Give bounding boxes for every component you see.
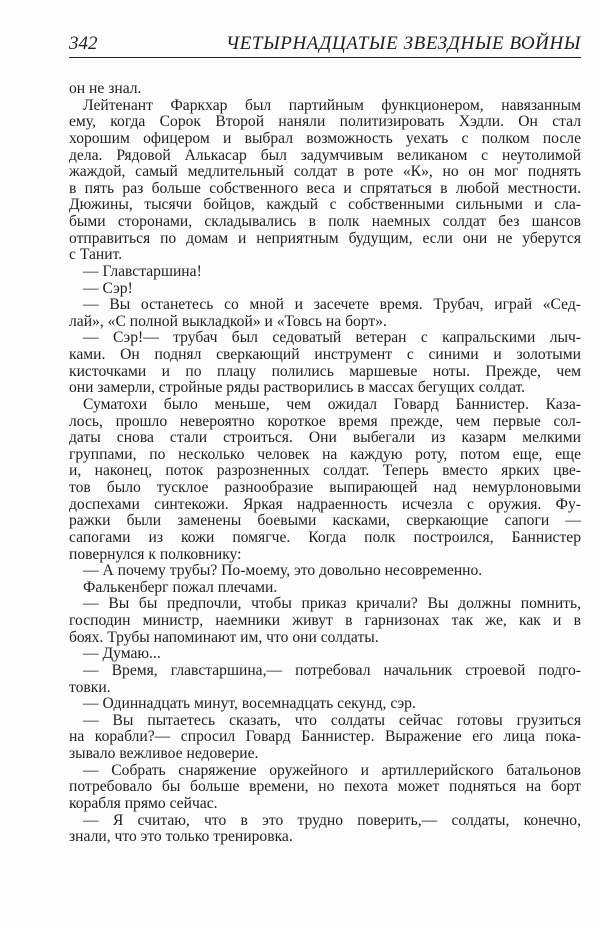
text-line: ему, когда Сорок Второй наняли политизировать Хэдли. Он стал — [69, 113, 581, 131]
paragraph — [69, 264, 581, 281]
paragraph — [69, 580, 581, 597]
text-line: на корабли?— спросил Говард Баннистер. Выражение его лица пока- — [69, 728, 581, 746]
text-line: быми сторонами, складывались в полк наемных солдат без шансов — [69, 213, 581, 230]
paragraph — [69, 646, 581, 663]
text-line: — Вы останетесь со мной и засечете время. Трубач, играй «Сед- — [83, 296, 581, 314]
text-line: отправиться по домам и неприятным будущим, если они не уберутся — [69, 229, 581, 247]
text-line: — Главстаршина! — [83, 262, 202, 280]
paragraph — [69, 813, 581, 846]
paragraph — [69, 397, 581, 563]
paragraph — [69, 98, 581, 264]
text-line: жаждой, самый медлительный солдат в роте «К», но он мог поднять — [69, 163, 581, 181]
paragraph — [69, 330, 581, 397]
text-line: — Думаю... — [83, 645, 161, 663]
page-number: 342 — [69, 33, 98, 54]
text-line: ками. Он поднял сверкающий инструмент с синими и золотыми — [69, 346, 581, 363]
text-line: они замерли, стройные ряды растворились в массах бегущих солдат. — [69, 379, 526, 397]
text-line: повернулся к полковнику: — [69, 545, 242, 563]
paragraph — [69, 81, 581, 98]
running-title: ЧЕТЫРНАДЦАТЫЕ ЗВЕЗДНЫЕ ВОЙНЫ — [226, 33, 581, 54]
text-line: потребовало бы больше времени, но пехота может подняться на борт — [69, 778, 581, 796]
paragraph — [69, 663, 581, 696]
text-line: хорошим офицером и выбрал возможность уехать с полком после — [69, 129, 581, 147]
text-line: в пять раз больше собственного веса и спрятаться в любой местности. — [69, 179, 581, 197]
text-line: — Вы бы предпочли, чтобы приказ кричали? Вы должны помнить, — [83, 595, 581, 613]
text-line: и, наконец, поток разрозненных солдат. Теперь вместо ярких цве- — [69, 462, 581, 480]
paragraph — [69, 297, 581, 330]
text-line: боях. Трубы напоминают им, что они солдаты. — [69, 628, 379, 646]
page-body-text — [69, 81, 581, 846]
text-line: с Танит. — [69, 246, 123, 264]
paragraph — [69, 281, 581, 298]
text-line: — Сэр! — [83, 279, 133, 297]
text-line: — Одиннадцать минут, восемнадцать секунд, сэр. — [83, 695, 416, 713]
text-line: — Я считаю, что в это трудно поверить,— солдаты, конечно, — [83, 811, 581, 829]
text-line: господин министр, наемники живут в гарнизонах так же, как и в — [69, 612, 581, 629]
text-line: — Собрать снаряжение оружейного и артиллерийского батальонов — [83, 761, 581, 779]
text-line: кисточками и по плацу полились маршевые ноты. Прежде, чем — [69, 362, 581, 380]
text-line: тов было тусклое разнообразие выпирающей над немурлоновыми — [69, 479, 581, 496]
text-line: — Время, главстаршина,— потребовал начальник строевой подго- — [83, 661, 581, 679]
text-line: Лейтенант Фаркхар был партийным функционером, навязанным — [83, 96, 581, 114]
text-line: лай», «С полной выкладкой» и «Товсь на борт». — [69, 312, 387, 330]
paragraph — [69, 713, 581, 763]
text-line: лось, прошло невероятно короткое время прежде, чем первые сол- — [69, 412, 581, 430]
text-line: доспехами синтекожи. Яркая надраенность исчезла с оружия. Фу- — [69, 495, 581, 513]
paragraph — [69, 596, 581, 646]
paragraph — [69, 563, 581, 580]
text-line: — Сэр!— трубач был седоватый ветеран с капральскими лыч- — [83, 329, 581, 347]
paragraph — [69, 696, 581, 713]
text-line: сапогами из кожи помягче. Когда полк построился, Баннистер — [69, 528, 581, 546]
text-line: ражки были заменены боевыми касками, сверкающие сапоги — — [69, 512, 581, 530]
text-line: — А почему трубы? По-моему, это довольно несовременно. — [83, 562, 483, 580]
running-header — [69, 30, 581, 58]
text-line: даты снова стали строиться. Они выбегали из казарм мелкими — [69, 429, 581, 447]
text-line: Суматохи было меньше, чем ожидал Говард Баннистер. Каза- — [83, 395, 581, 413]
text-line: товки. — [69, 678, 111, 696]
text-line: дела. Рядовой Алькасар был задумчивым великаном с неутолимой — [69, 146, 581, 164]
text-line: группами, по несколько человек на каждую роту, потом еще, еще — [69, 445, 581, 463]
text-line: корабля прямо сейчас. — [69, 794, 218, 812]
text-line: знали, что это только тренировка. — [69, 828, 293, 846]
text-line: он не знал. — [69, 80, 142, 97]
paragraph — [69, 763, 581, 813]
text-line: — Вы пытаетесь сказать, что солдаты сейчас готовы грузиться — [83, 711, 581, 729]
text-line: Дюжины, тысячи бойцов, каждый с собственными сильными и сла- — [69, 196, 581, 214]
text-line: Фалькенберг пожал плечами. — [83, 578, 278, 596]
text-line: зывало вежливое недоверие. — [69, 745, 259, 762]
